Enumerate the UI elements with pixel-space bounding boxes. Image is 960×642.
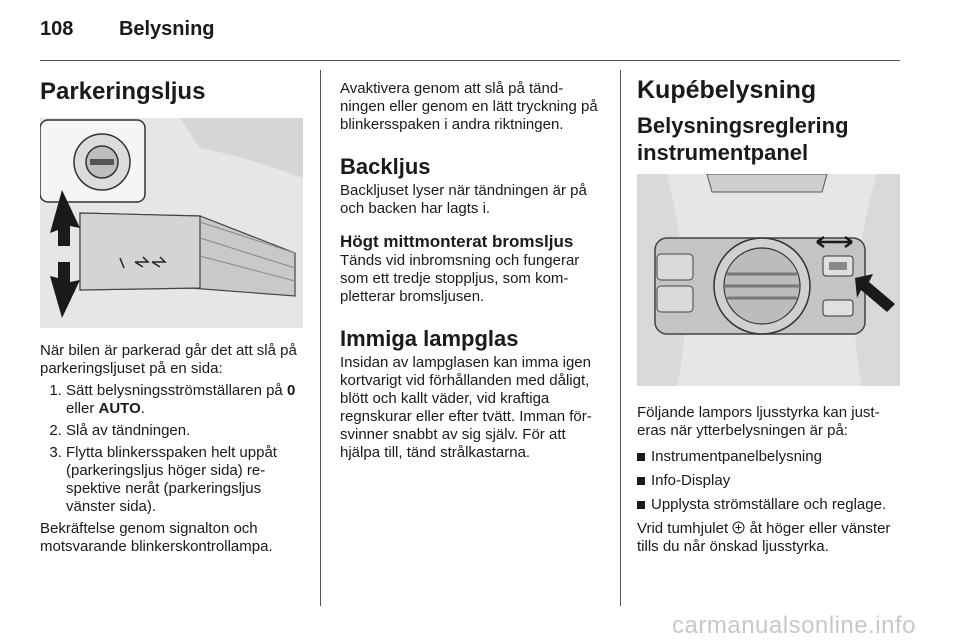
parking-step-2: 2. Slå av tändningen. [66,422,305,440]
bullet-item: Upplysta strömställare och reglage. [637,496,902,514]
column-divider-1 [320,70,321,606]
bullet-item: Instrumentpanelbelysning [637,448,902,466]
step-1-text-mid: eller [66,400,99,417]
fog-heading: Immiga lampglas [340,326,519,351]
header-rule [40,60,900,61]
deactivate-text: Avaktivera genom att slå på tänd-ningen eller genom en lätt tryckning på blinkersspaken i andra riktningen. [340,80,598,133]
step-1-bold-auto: AUTO [98,400,141,417]
bullet-item: Info-Display [637,472,902,490]
parking-intro: När bilen är parkerad går det att slå på parkeringsljuset på en sida: [40,342,297,377]
watermark: carmanualsonline.info [672,612,916,639]
adjust-intro: Följande lampors ljusstyrka kan just-eras när ytterbelysningen är på: [637,404,880,439]
column-3 [637,64,902,556]
fog-text: Insidan av lampglasen kan imma igen kortvarigt vid förhållanden med dåligt, blött och kallt väder, vid kraftiga regnskurar eller efter tvätt. Imman för-svinner snabbt av sig själv. För att hjälpa till, tänd strålkastarna. [340,354,592,461]
page-header [40,18,215,41]
step-1-text: Sätt belysningsströmställaren på [66,382,287,399]
parking-steps [40,382,305,516]
thumbwheel-text-pre: Vrid tumhjulet [637,520,733,537]
step-1-text-end: . [140,400,145,417]
parking-confirm: Bekräftelse genom signalton och motsvarande blinkerskontrollampa. [40,520,273,555]
light-switch-illustration [637,174,900,386]
brake-light-heading: Högt mittmonterat bromsljus [340,232,574,251]
backljus-heading: Backljus [340,154,431,179]
step-1-bold-0: 0 [286,382,296,399]
thumbwheel-instruction [637,520,902,556]
parking-step-3: 3. Flytta blinkersspaken helt uppåt (parkeringsljus höger sida) re-spektive neråt (parkeringsljus vänster sida). [66,444,305,516]
page-number: 108 [40,18,74,40]
column-1 [40,64,305,556]
thumbwheel-icon [732,521,745,534]
parkeringsljus-heading: Parkeringsljus [40,78,206,105]
stalk-illustration [40,118,303,328]
thumbwheel-text-post: åt höger eller vänster tills du når önskad ljusstyrka. [637,520,891,555]
stalk-illustration-svg [40,118,303,328]
brake-light-text: Tänds vid inbromsning och fungerar som ett tredje stoppljus, som kom-pletterar bromsljusen. [340,252,580,305]
section-title: Belysning [118,18,215,40]
light-switch-illustration-svg [637,174,900,386]
parking-step-1 [66,382,305,418]
column-divider-2 [620,70,621,606]
column-2 [340,80,605,462]
kupebelysning-heading: Kupébelysning [637,76,817,104]
backljus-text: Backljuset lyser när tändningen är på och backen har lagts i. [340,182,587,217]
adjust-bullets [637,448,902,514]
instrument-lighting-heading: Belysningsreglering instrumentpanel [637,113,849,165]
